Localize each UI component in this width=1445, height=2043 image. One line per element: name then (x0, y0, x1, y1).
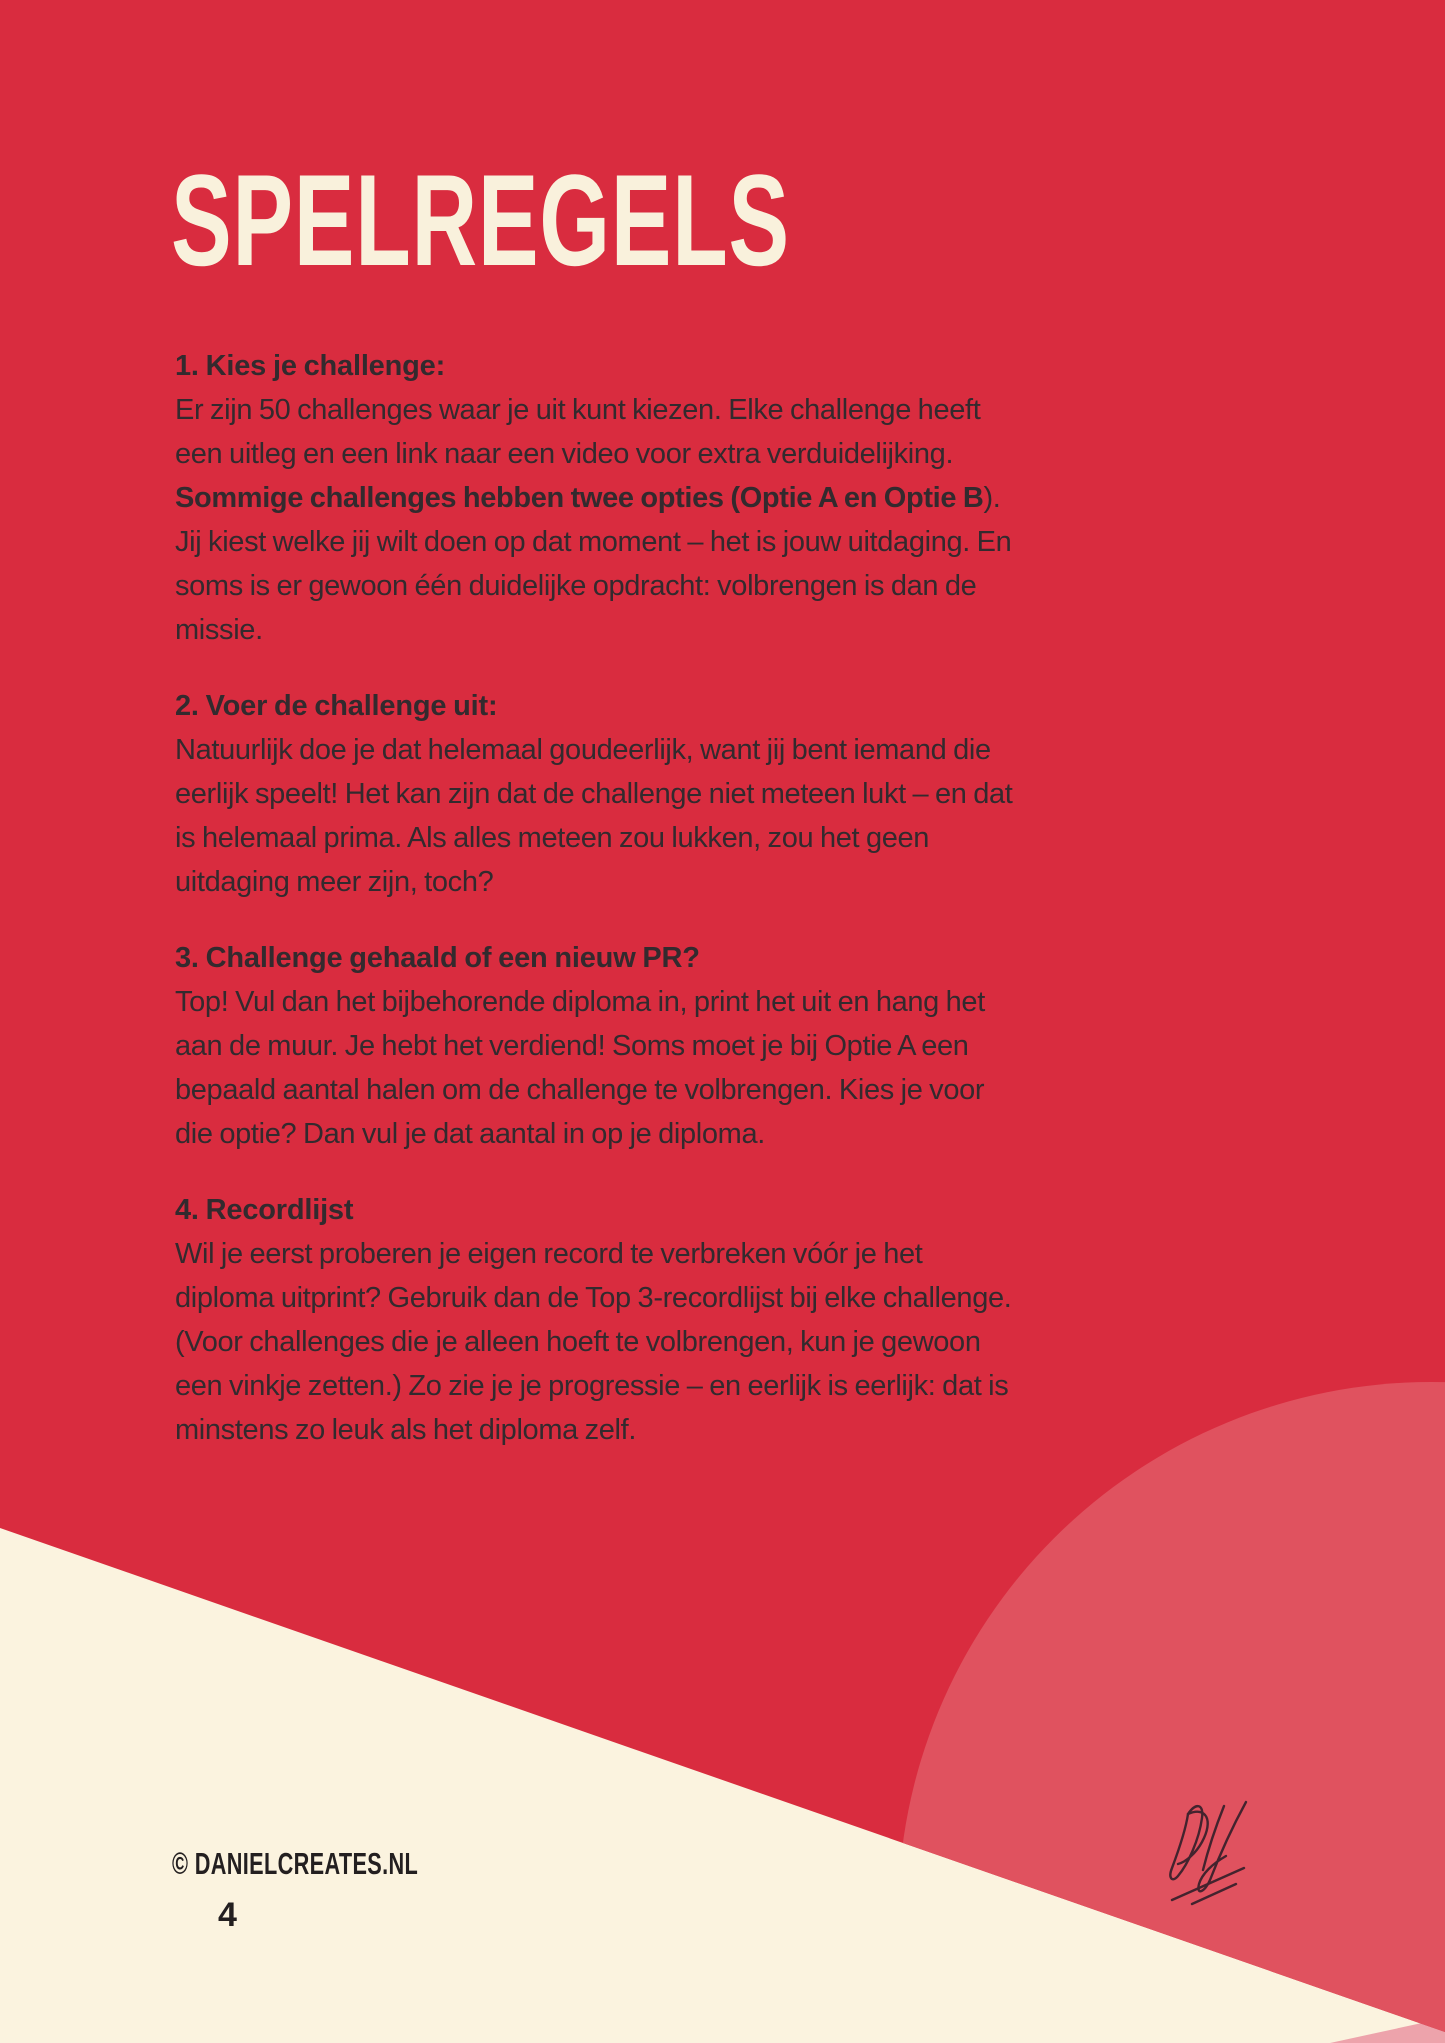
paragraph-bold-run: Sommige challenges hebben twee opties (Optie A en Optie B (175, 482, 984, 514)
rule-section (175, 1188, 1020, 1452)
signature-monogram-icon (1158, 1792, 1270, 1914)
section-heading: 4. Recordlijst (175, 1194, 354, 1226)
rules-sections (175, 344, 1020, 1484)
section-heading: 2. Voer de challenge uit: (175, 690, 498, 722)
paragraph-run: Wil je eerst proberen je eigen record te verbreken vóór je het diploma uitprint? Gebruik dan de Top 3-recordlijst bij elke challenge. (Voor challenges die je alleen hoeft te volbrengen, kun je gewoon een vinkje zetten.) Zo zie je je progressie – en eerlijk is eerlijk: dat is minstens zo leuk als het diploma zelf. (175, 1238, 1012, 1446)
section-heading: 1. Kies je challenge: (175, 350, 446, 382)
rule-section (175, 684, 1020, 904)
section-paragraph (175, 728, 1020, 904)
paragraph-run: Er zijn 50 challenges waar je uit kunt kiezen. Elke challenge heeft een uitleg en een link naar een video voor extra verduidelijking. (175, 394, 981, 470)
page-number: 4 (218, 1896, 237, 1934)
section-paragraph (175, 1232, 1020, 1452)
page-title-text: SPELREGELS (171, 147, 790, 293)
rule-section (175, 936, 1020, 1156)
copyright-text: © DANIELCREATES.NL (172, 1846, 419, 1881)
copyright (172, 1846, 524, 1882)
paragraph-run: Top! Vul dan het bijbehorende diploma in, print het uit en hang het aan de muur. Je hebt het verdiend! Soms moet je bij Optie A een bepaald aantal halen om de challenge te volbrengen. Kies je voor die optie? Dan vul je dat aantal in op je diploma. (175, 986, 985, 1150)
section-heading: 3. Challenge gehaald of een nieuw PR? (175, 942, 700, 974)
section-paragraph (175, 388, 1020, 652)
rule-section (175, 344, 1020, 652)
paragraph-run: ). Jij kiest welke jij wilt doen op dat moment – het is jouw uitdaging. En soms is er gewoon één duidelijke opdracht: volbrengen is dan de missie. (175, 482, 1012, 646)
section-paragraph (175, 980, 1020, 1156)
page-title (171, 147, 1055, 293)
paragraph-run: Natuurlijk doe je dat helemaal goudeerlijk, want jij bent iemand die eerlijk speelt! Het kan zijn dat de challenge niet meteen lukt – en dat is helemaal prima. Als alles meteen zou lukken, zou het geen uitdaging meer zijn, toch? (175, 734, 1013, 898)
